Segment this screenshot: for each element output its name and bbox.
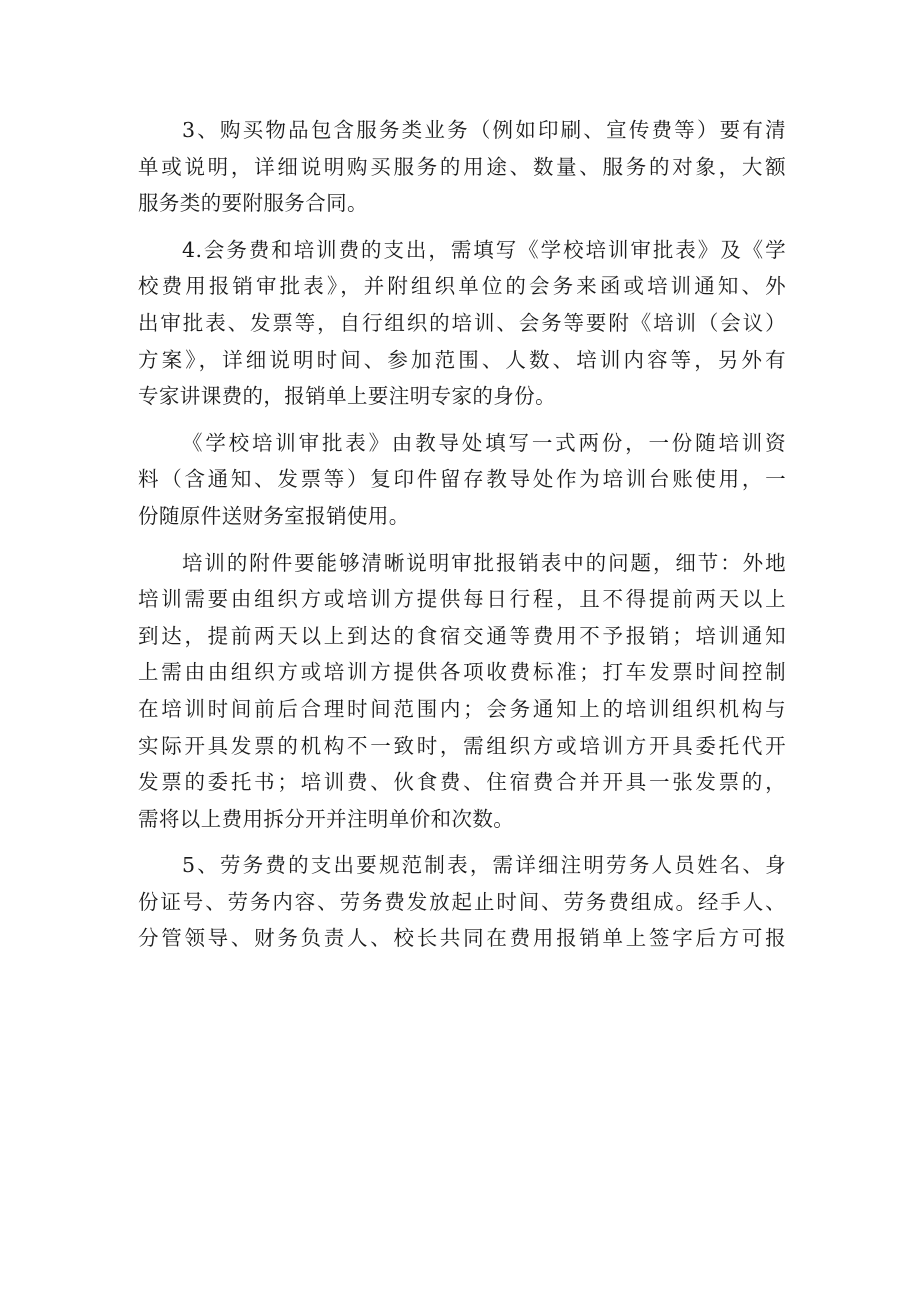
text-line: 服务类的要附服务合同。 bbox=[138, 191, 368, 216]
text-line: 3、购买物品包含服务类业务（例如印刷、宣传费等）要有清 bbox=[182, 118, 786, 142]
text-line: 需将以上费用拆分开并注明单价和次数。 bbox=[138, 806, 515, 831]
paragraph-training-attachments bbox=[138, 545, 786, 838]
text-line: 《学校培训审批表》由教导处填写一式两份，一份随培训资 bbox=[182, 430, 786, 455]
text-line: 单或说明，详细说明购买服务的用途、数量、服务的对象，大额 bbox=[138, 154, 786, 179]
text-line: 培训需要由组织方或培训方提供每日行程，且不得提前两天以上 bbox=[138, 587, 786, 612]
text-line: 份随原件送财务室报销使用。 bbox=[138, 503, 410, 528]
text-line: 专家讲课费的，报销单上要注明专家的身份。 bbox=[138, 384, 556, 409]
text-line: 5、劳务费的支出要规范制表，需详细注明劳务人员姓名、身 bbox=[182, 853, 786, 878]
paragraph-approval-form-note bbox=[138, 425, 786, 535]
text-line: 实际开具发票的机构不一致时，需组织方或培训方开具委托代开 bbox=[138, 733, 786, 758]
text-line: 方案》，详细说明时间、参加范围、人数、培训内容等，另外有 bbox=[138, 347, 786, 372]
text-line: 料（含通知、发票等）复印件留存教导处作为培训台账使用，一 bbox=[138, 467, 786, 492]
text-line: 发票的委托书；培训费、伙食费、住宿费合并开具一张发票的， bbox=[138, 770, 786, 795]
document-body bbox=[138, 112, 786, 967]
text-line: 份证号、劳务内容、劳务费发放起止时间、劳务费组成。经手人、 bbox=[138, 889, 786, 914]
text-line: 上需由由组织方或培训方提供各项收费标准；打车发票时间控制 bbox=[138, 660, 786, 685]
paragraph-item-3 bbox=[138, 112, 786, 222]
text-line: 在培训时间前后合理时间范围内；会务通知上的培训组织机构与 bbox=[138, 696, 786, 721]
text-line: 培训的附件要能够清晰说明审批报销表中的问题，细节：外地 bbox=[182, 550, 786, 575]
text-line: 4.会务费和培训费的支出，需填写《学校培训审批表》及《学 bbox=[182, 237, 786, 262]
text-line: 到达，提前两天以上到达的食宿交通等费用不予报销；培训通知 bbox=[138, 623, 786, 648]
text-line: 校费用报销审批表》，并附组织单位的会务来函或培训通知、外 bbox=[138, 274, 786, 299]
paragraph-item-4 bbox=[138, 232, 786, 415]
text-line: 出审批表、发票等，自行组织的培训、会务等要附《培训（会议） bbox=[138, 310, 786, 335]
paragraph-item-5 bbox=[138, 847, 786, 957]
text-line: 分管领导、财务负责人、校长共同在费用报销单上签字后方可报 bbox=[138, 926, 786, 951]
